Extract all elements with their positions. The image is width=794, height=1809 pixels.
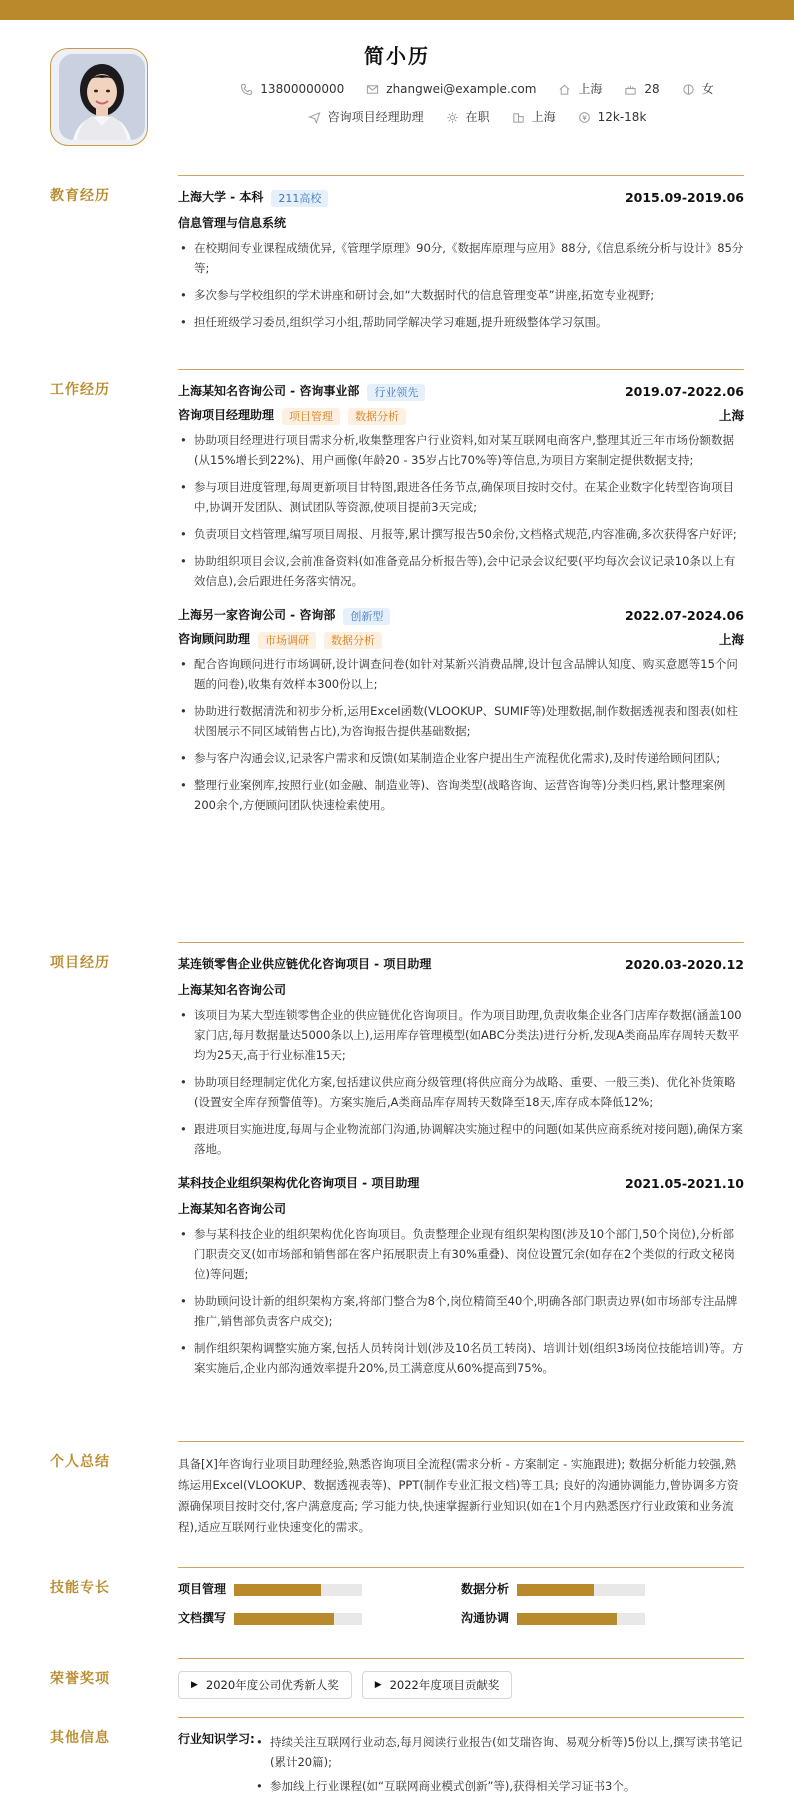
target-city-text: 上海: [531, 110, 556, 124]
target-job-info: [308, 108, 424, 127]
project-name: 某科技企业组织架构优化咨询项目 - 项目助理: [178, 1176, 420, 1191]
education-date: 2015.09-2019.06: [624, 190, 744, 205]
job-icon: [308, 111, 321, 124]
list-item: • 担任班级学习委员,组织学习小组,帮助同学解决学习难题,提升班级整体学习氛围。: [178, 312, 744, 332]
list-item: • 制作组织架构调整实施方案,包括人员转岗计划(涉及10名员工转岗)、培训计划(组织3场岗位技能培训)等。方案实施后,企业内部沟通效率提升20%,员工满意度从60%提高到75%。: [178, 1338, 744, 1378]
award-text: 2020年度公司优秀新人奖: [205, 1678, 339, 1692]
job-intent-row: [200, 108, 754, 127]
other-label: 行业知识学习:: [178, 1732, 255, 1746]
project-company: 上海某知名咨询公司: [178, 983, 287, 997]
project-company: 上海某知名咨询公司: [178, 1202, 287, 1216]
section-title: 教育经历: [50, 188, 110, 204]
skill-item: [178, 1580, 461, 1599]
project-bullets: [178, 1005, 744, 1159]
list-item: • 协助项目经理进行项目需求分析,收集整理客户行业资料,如对某互联网电商客户,整理其近三年市场份额数据(从15%增长到22%)、用户画像(年龄20 - 35岁占比70%等)等信息,为项目方案制定提供数据支持;: [178, 430, 744, 470]
candidate-name: 简小历: [364, 44, 430, 68]
contact-row: [200, 80, 754, 99]
section-title: 工作经历: [50, 382, 110, 398]
skill-tag: 数据分析: [348, 408, 406, 425]
project-section: [50, 942, 744, 1422]
gender-info: [682, 80, 714, 99]
list-item: • 负责项目文档管理,编写项目周报、月报等,累计撰写报告50余份,文档格式规范,内容准确,多次获得客户好评;: [178, 524, 744, 544]
skill-bar: [517, 1584, 645, 1596]
award-item: [178, 1671, 352, 1699]
skill-tag: 市场调研: [258, 632, 316, 649]
section-title: 技能专长: [50, 1580, 110, 1596]
section-title: 其他信息: [50, 1730, 110, 1746]
list-item: • 配合咨询顾问进行市场调研,设计调查问卷(如针对某新兴消费品牌,设计包含品牌认知度、购买意愿等15个问题的问卷),收集有效样本300份以上;: [178, 654, 744, 694]
skill-bar: [517, 1613, 645, 1625]
skill-label: 沟通协调: [461, 1611, 510, 1626]
list-item: • 持续关注互联网行业动态,每月阅读行业报告(如艾瑞咨询、易观分析等)5份以上,撰写读书笔记(累计20篇);: [254, 1732, 744, 1772]
list-item: • 多次参与学校组织的学术讲座和研讨会,如“大数据时代的信息管理变革”讲座,拓宽专业视野;: [178, 285, 744, 305]
target-city-info: [512, 108, 556, 127]
phone-icon: [240, 83, 253, 96]
mail-icon: [366, 83, 379, 96]
status-info: [446, 108, 490, 127]
other-bullets: [254, 1732, 744, 1800]
skill-bar-fill: [234, 1584, 321, 1596]
city-icon: [512, 111, 525, 124]
list-item: • 协助组织项目会议,会前准备资料(如准备竞品分析报告等),会中记录会议纪要(平均每次会议记录10条以上有效信息),会后跟进任务落实情况。: [178, 551, 744, 591]
skill-tag: 数据分析: [324, 632, 382, 649]
work-bullets: [178, 654, 744, 815]
work-city: 上海: [718, 408, 744, 423]
status-icon: [446, 111, 459, 124]
list-item: • 整理行业案例库,按照行业(如金融、制造业等)、咨询类型(战略咨询、运营咨询等)分类归档,累计整理案例200余个,方便顾问团队快速检索使用。: [178, 775, 744, 815]
work-title-row: [178, 628, 744, 652]
work-city: 上海: [718, 632, 744, 647]
skill-label: 项目管理: [178, 1582, 227, 1596]
company-name: 上海某知名咨询公司 - 咨询事业部: [178, 384, 360, 399]
gender-text: 女: [701, 82, 714, 96]
skills-body: [178, 1567, 744, 1628]
phone-text: 13800000000: [260, 82, 345, 96]
age-icon: [624, 83, 637, 96]
salary-icon: [578, 111, 591, 124]
award-text: 2022年度项目贡献奖: [389, 1678, 500, 1692]
skill-item: [461, 1609, 744, 1628]
play-icon: ▶: [191, 1680, 198, 1690]
play-icon: ▶: [374, 1680, 382, 1690]
education-body: [178, 175, 744, 339]
school-name: 上海大学 - 本科: [178, 190, 264, 205]
work-entry: [178, 370, 744, 591]
work-header-row: [178, 604, 744, 628]
location-info: [558, 80, 602, 99]
skill-bar: [234, 1613, 362, 1625]
summary-body: [178, 1441, 744, 1538]
salary-info: [578, 108, 647, 127]
section-title: 项目经历: [50, 955, 110, 971]
award-item: [362, 1671, 513, 1699]
company-tag: 行业领先: [367, 384, 425, 401]
education-entry: [178, 176, 744, 332]
list-item: • 协助进行数据清洗和初步分析,运用Excel函数(VLOOKUP、SUMIF等)处理数据,制作数据透视表和图表(如柱状图展示不同区域销售占比),为咨询报告提供基础数据;: [178, 701, 744, 741]
skill-label: 数据分析: [461, 1582, 510, 1596]
other-entry: [178, 1718, 744, 1800]
awards-section: [50, 1658, 744, 1718]
list-item: • 协助项目经理制定优化方案,包括建议供应商分级管理(将供应商分为战略、重要、一般三类)、优化补货策略(设置安全库存预警值等)。方案实施后,A类商品库存周转天数降至18天,库存成本降低12%;: [178, 1072, 744, 1112]
list-item: • 该项目为某大型连锁零售企业的供应链优化咨询项目。作为项目助理,负责收集企业各门店库存数据(涵盖100家门店,每月数据量达5000条以上),运用库存管理模型(如ABC分类法)进行分析,发现A类商品库存周转天数平均为25天,高于行业标准15天;: [178, 1005, 744, 1065]
awards-body: [178, 1658, 744, 1699]
job-title: 咨询项目经理助理: [178, 408, 275, 423]
skill-tag: 项目管理: [282, 408, 340, 425]
list-item: • 参与客户沟通会议,记录客户需求和反馈(如某制造企业客户提出生产流程优化需求),及时传递给顾问团队;: [178, 748, 744, 768]
age-info: [624, 80, 659, 99]
skill-item: [178, 1609, 461, 1628]
work-date: 2022.07-2024.06: [624, 608, 744, 623]
work-date: 2019.07-2022.06: [624, 384, 744, 399]
skill-bar-fill: [517, 1584, 594, 1596]
list-item: • 参与项目进度管理,每周更新项目甘特图,跟进各任务节点,确保项目按时交付。在某企业数字化转型咨询项目中,协调开发团队、测试团队等资源,使项目提前3天完成;: [178, 477, 744, 517]
list-item: • 跟进项目实施进度,每周与企业物流部门沟通,协调解决实施过程中的问题(如某供应商系统对接问题),确保方案落地。: [178, 1119, 744, 1159]
project-entry: [178, 1166, 744, 1378]
job-title: 咨询顾问助理: [178, 632, 251, 647]
summary-text: 具备[X]年咨询行业项目助理经验,熟悉咨询项目全流程(需求分析 - 方案制定 - 实施跟进); 数据分析能力较强,熟练运用Excel(VLOOKUP、数据透视表等)、PPT(制作专业汇报文档)等工具; 良好的沟通协调能力,曾协调多方资源确保项目按时交付,客户满意度高; 学习能力快,快速掌握新行业知识(如在1个月内熟悉医疗行业政策和业务流程),适应互联网行业快速变化的需求。: [178, 1457, 739, 1534]
salary-text: 12k-18k: [597, 110, 647, 124]
target-job-text: 咨询项目经理助理: [327, 110, 424, 124]
work-bullets: [178, 430, 744, 591]
company-name: 上海另一家咨询公司 - 咨询部: [178, 608, 336, 623]
awards-list: [178, 1659, 744, 1699]
project-bullets: [178, 1224, 744, 1378]
email-info: [366, 80, 536, 99]
gender-icon: [682, 83, 695, 96]
project-date: 2021.05-2021.10: [624, 1176, 744, 1191]
other-section: [50, 1717, 744, 1807]
skill-bar-fill: [517, 1613, 617, 1625]
education-bullets: [178, 238, 744, 332]
home-icon: [558, 83, 571, 96]
skill-bar-fill: [234, 1613, 334, 1625]
list-item: • 参与某科技企业的组织架构优化咨询项目。负责整理企业现有组织架构图(涉及10个部门,50个岗位),分析部门职责交叉(如市场部和销售部在客户拓展职责上有30%重叠)、岗位设置冗余(如存在2个类似的行政文秘岗位)等问题;: [178, 1224, 744, 1284]
list-item: • 在校期间专业课程成绩优异,《管理学原理》90分,《数据库原理与应用》88分,《信息系统分析与设计》85分等;: [178, 238, 744, 278]
other-body: [178, 1717, 744, 1800]
email-text: zhangwei@example.com: [386, 82, 537, 96]
company-tag: 创新型: [343, 608, 390, 625]
education-header-row: [178, 186, 744, 210]
skill-label: 文档撰写: [178, 1611, 227, 1626]
major: 信息管理与信息系统: [178, 216, 287, 230]
project-header-row: [178, 953, 744, 977]
work-header-row: [178, 380, 744, 404]
education-section: [50, 175, 744, 345]
project-name: 某连锁零售企业供应链优化咨询项目 - 项目助理: [178, 957, 432, 972]
work-entry: [178, 598, 744, 815]
skill-item: [461, 1580, 744, 1599]
work-section: [50, 369, 744, 929]
project-body: [178, 942, 744, 1385]
project-date: 2020.03-2020.12: [624, 957, 744, 972]
phone-info: [240, 80, 344, 99]
section-title: 个人总结: [50, 1454, 110, 1470]
skill-bar: [234, 1584, 362, 1596]
skills-section: [50, 1567, 744, 1647]
skills-grid: [178, 1568, 744, 1628]
project-entry: [178, 943, 744, 1159]
summary-section: [50, 1441, 744, 1551]
list-item: • 协助顾问设计新的组织架构方案,将部门整合为8个,岗位精简至40个,明确各部门职责边界(如市场部专注品牌推广,销售部负责客户成交);: [178, 1291, 744, 1331]
project-header-row: [178, 1172, 744, 1196]
school-tag: 211高校: [271, 190, 328, 207]
section-title: 荣誉奖项: [50, 1671, 110, 1687]
age-text: 28: [644, 82, 660, 96]
location-text: 上海: [578, 82, 603, 96]
work-title-row: [178, 404, 744, 428]
work-body: [178, 369, 744, 822]
list-item: • 参加线上行业课程(如“互联网商业模式创新”等),获得相关学习证书3个。: [254, 1776, 744, 1796]
top-accent-bar: [0, 0, 794, 20]
resume-header: [0, 20, 794, 175]
status-text: 在职: [465, 110, 490, 124]
